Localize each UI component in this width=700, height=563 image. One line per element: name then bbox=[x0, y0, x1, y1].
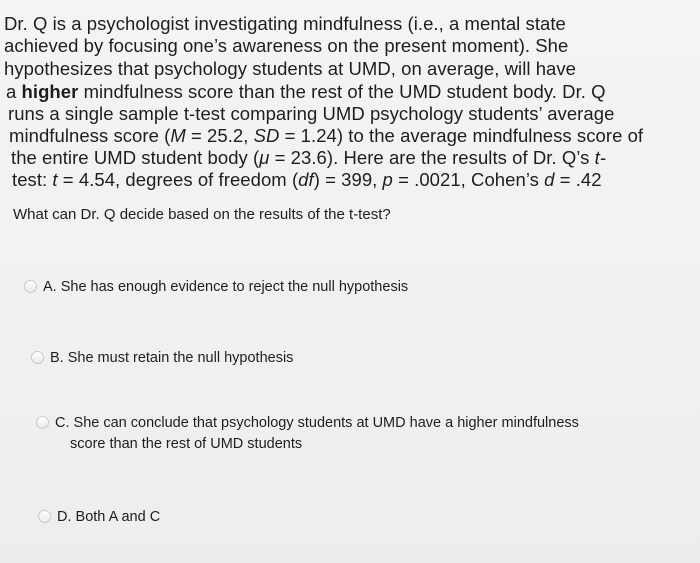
option-a-label[interactable]: A. She has enough evidence to reject the null hypothesis bbox=[43, 279, 409, 295]
question-prompt: What can Dr. Q decide based on the results of the t-test? bbox=[13, 206, 391, 223]
radio-button-c[interactable] bbox=[36, 416, 49, 429]
option-c-label-line1[interactable]: C. She can conclude that psychology students at UMD have a higher mindfulness bbox=[55, 415, 579, 431]
question-line-8: test: t = 4.54, degrees of freedom (df) = 399, p = .0021, Cohen’s d = .42 bbox=[12, 169, 602, 190]
option-c[interactable] bbox=[36, 413, 579, 455]
option-d[interactable] bbox=[38, 507, 160, 528]
question-line-5: runs a single sample t-test comparing UMD psychology students’ average bbox=[8, 103, 615, 124]
question-line-4: a higher mindfulness score than the rest of the UMD student body. Dr. Q bbox=[6, 81, 606, 102]
option-c-label-line2[interactable]: score than the rest of UMD students bbox=[70, 436, 303, 452]
option-a[interactable] bbox=[24, 277, 408, 298]
question-line-2: achieved by focusing one’s awareness on the present moment). She bbox=[4, 35, 569, 56]
option-d-label[interactable]: D. Both A and C bbox=[57, 509, 161, 525]
question-line-1: Dr. Q is a psychologist investigating mindfulness (i.e., a mental state bbox=[4, 13, 566, 34]
option-b[interactable] bbox=[31, 348, 293, 369]
radio-button-b[interactable] bbox=[31, 351, 44, 364]
question-line-7: the entire UMD student body (μ = 23.6). Here are the results of Dr. Q’s t- bbox=[11, 147, 606, 168]
radio-button-d[interactable] bbox=[38, 510, 51, 523]
question-line-3: hypothesizes that psychology students at UMD, on average, will have bbox=[4, 58, 577, 79]
question-line-6: mindfulness score (M = 25.2, SD = 1.24) to the average mindfulness score of bbox=[9, 125, 644, 146]
radio-button-a[interactable] bbox=[24, 280, 37, 293]
emphasis-higher: higher bbox=[21, 81, 79, 102]
option-b-label[interactable]: B. She must retain the null hypothesis bbox=[50, 350, 294, 366]
